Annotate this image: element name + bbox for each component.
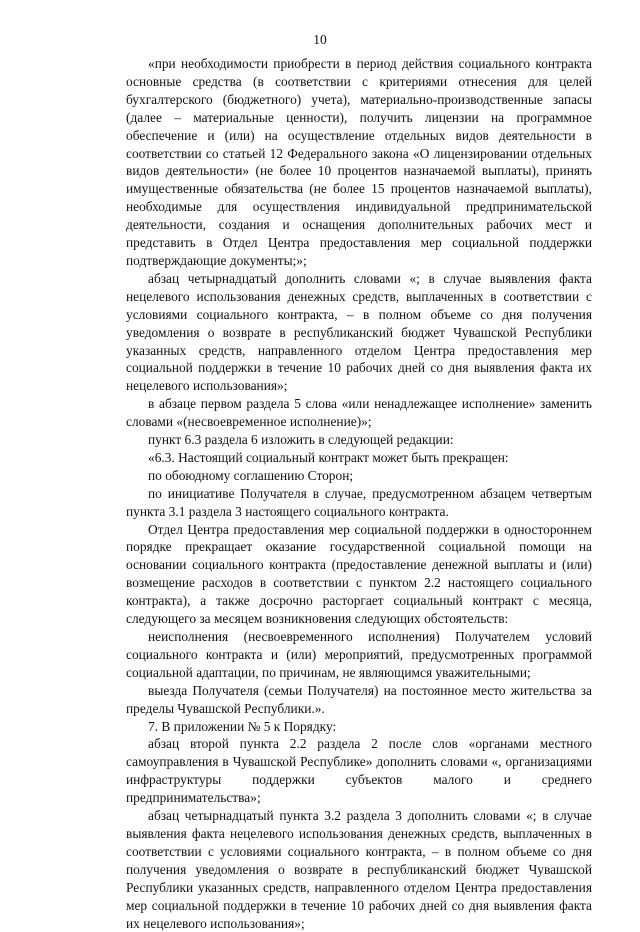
paragraph-7: по инициативе Получателя в случае, предусмотренном абзацем четвертым пункта 3.1 раздела 3 настоящего социального контракта.	[126, 485, 592, 519]
document-body	[126, 55, 592, 932]
paragraph-8: Отдел Центра предоставления мер социальной поддержки в одностороннем порядке прекращает оказание государственной социальной помощи на основании социального контракта (предоставление денежной выплаты и (или) возмещение расходов в соответствии с пунктом 2.2 настоящего социального контракта), а также досрочно расторгает социальный контракт с месяца, следующего за месяцем возникновения следующих обстоятельств:	[126, 521, 592, 627]
paragraph-3: в абзаце первом раздела 5 слова «или ненадлежащее исполнение» заменить словами «(несвоевременное исполнение)»;	[126, 396, 592, 430]
paragraph-6: по обоюдному соглашению Сторон;	[148, 467, 354, 483]
paragraph-4: пункт 6.3 раздела 6 изложить в следующей редакции:	[148, 432, 454, 448]
paragraph-1: «при необходимости приобрести в период действия социального контракта основные средства (в соответствии с критериями отнесения для целей бухгалтерского (бюджетного) учета), материально-производственные запасы (далее – материальные ценности), получить лицензии на программное обеспечение и (или) на осуществление отдельных видов деятельности в соответствии со статьей 12 Федерального закона «О лицензировании отдельных видов деятельности» (не более 10 процентов назначаемой выплаты), принять имущественные обязательства (не более 15 процентов назначаемой выплаты), необходимые для осуществления индивидуальной предпринимательской деятельности, создания и оснащения дополнительных рабочих мест и представить в Отдел Центра предоставления мер социальной поддержки подтверждающие документы;»;	[126, 56, 592, 268]
paragraph-5: «6.3. Настоящий социальный контракт может быть прекращен:	[148, 449, 509, 465]
paragraph-2: абзац четырнадцатый дополнить словами «; в случае выявления факта нецелевого использования денежных средств, выплаченных в соответствии с условиями социального контракта, – в полном объеме со дня получения уведомления о возврате в республиканский бюджет Чувашской Республики указанных средств, направленного отделом Центра предоставления мер социальной поддержки в течение 10 рабочих дней со дня выявления факта их нецелевого использования»;	[126, 270, 592, 394]
paragraph-12: абзац второй пункта 2.2 раздела 2 после слов «органами местного самоуправления в Чувашской Республике» дополнить словами «, организациями инфраструктуры поддержки субъектов малого и среднего предпринимательства»;	[126, 736, 592, 806]
paragraph-9: неисполнения (несвоевременного исполнения) Получателем условий социального контракта и (или) мероприятий, предусмотренных программой социальной адаптации, по причинам, не являющимся уважительными;	[126, 629, 592, 680]
page-number: 10	[313, 32, 327, 47]
paragraph-10: выезда Получателя (семьи Получателя) на постоянное место жительства за пределы Чувашской Республики.».	[126, 682, 592, 716]
paragraph-13: абзац четырнадцатый пункта 3.2 раздела 3 дополнить словами «; в случае выявления факта нецелевого использования денежных средств, выплаченных в соответствии с условиями социального контракта, – в полном объеме со дня получения уведомления о возврате в республиканский бюджет Чувашской Республики указанных средств, направленного отделом Центра предоставления мер социальной поддержки в течение 10 рабочих дней со дня выявления факта их нецелевого использования»;	[126, 808, 592, 931]
paragraph-11: 7. В приложении № 5 к Порядку:	[148, 718, 337, 734]
